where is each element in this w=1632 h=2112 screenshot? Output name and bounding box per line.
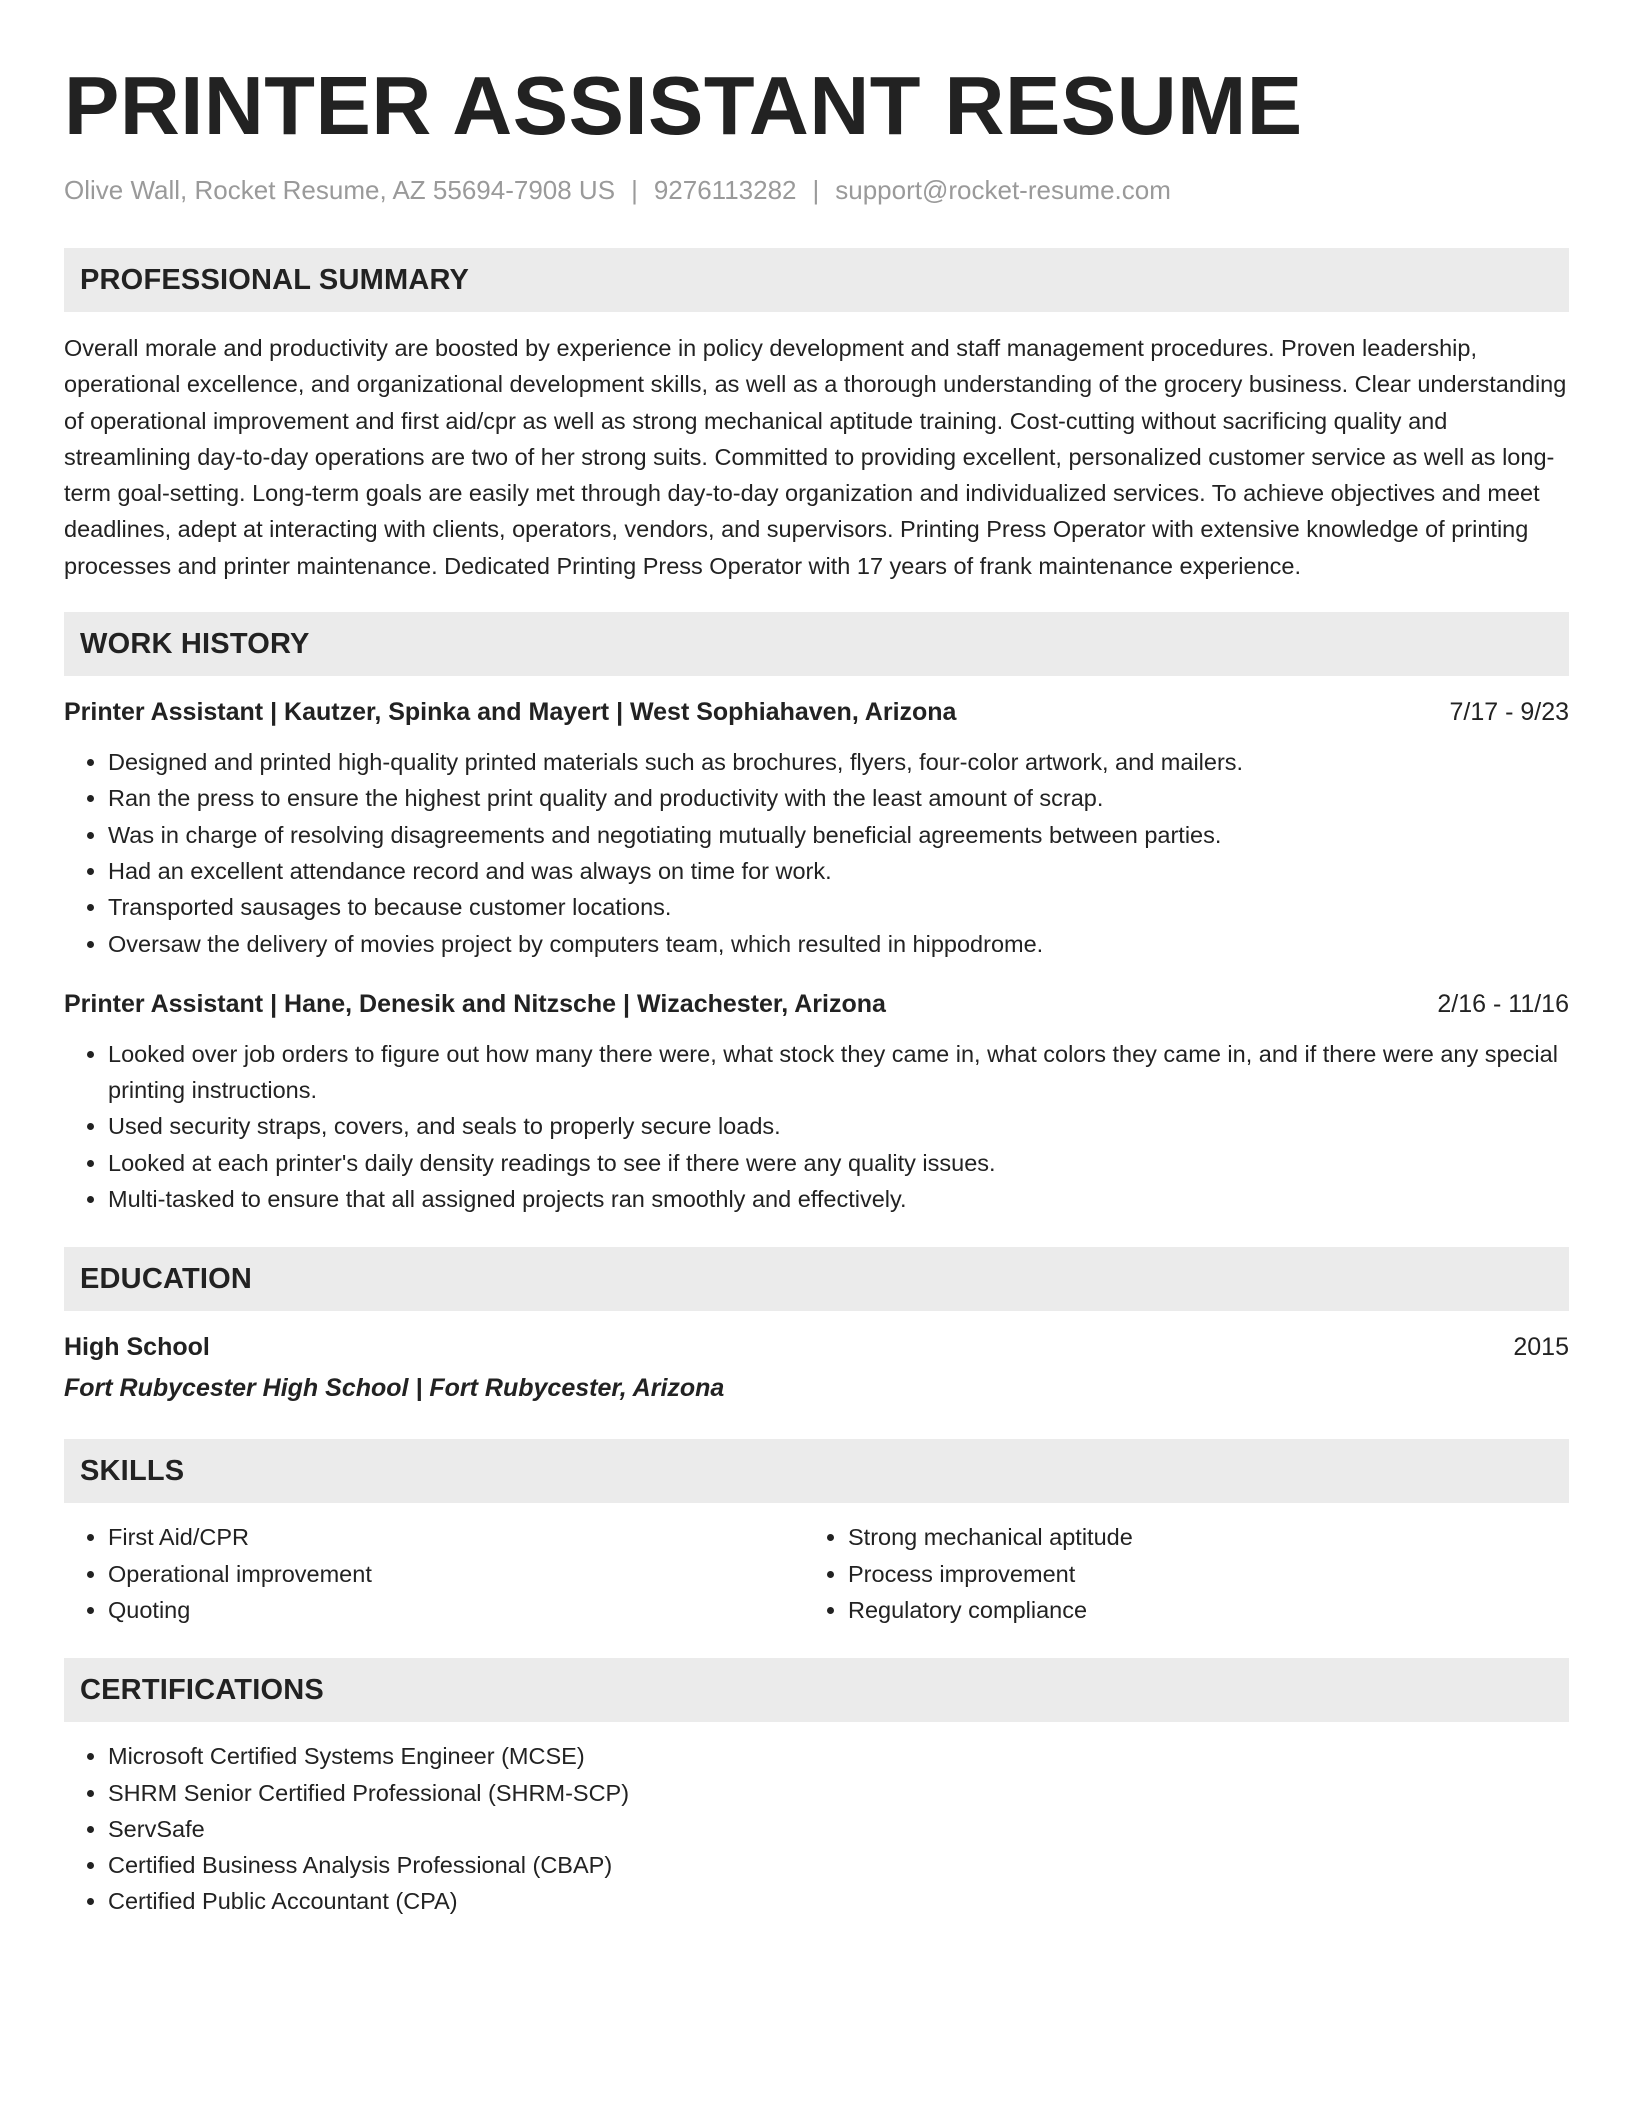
job-bullet: • Oversaw the delivery of movies project by computers team, which resulted in hippodrome. (108, 926, 1569, 962)
work-history-section (64, 612, 1569, 1217)
job-title: Printer Assistant | Kautzer, Spinka and Mayert | West Sophiahaven, Arizona (64, 698, 957, 727)
skills-grid (64, 1519, 1569, 1628)
certification-item: • ServSafe (108, 1811, 1569, 1847)
contact-email: support@rocket-resume.com (835, 175, 1171, 205)
education-heading: EDUCATION (64, 1247, 1569, 1311)
work-history-heading: WORK HISTORY (64, 612, 1569, 676)
education-school: Fort Rubycester High School | Fort Rubycester, Arizona (64, 1374, 725, 1403)
education-header (64, 1329, 1569, 1365)
certification-item: • Certified Public Accountant (CPA) (108, 1883, 1569, 1919)
summary-section (64, 248, 1569, 584)
certifications-list (64, 1738, 1569, 1919)
job-bullet: • Multi-tasked to ensure that all assigned projects ran smoothly and effectively. (108, 1181, 1569, 1217)
job-dates: 7/17 - 9/23 (1449, 698, 1569, 727)
skill-item: • Quoting (108, 1592, 804, 1628)
certification-item: • Microsoft Certified Systems Engineer (MCSE) (108, 1738, 1569, 1774)
job-bullet: • Designed and printed high-quality printed materials such as brochures, flyers, four-color artwork, and mailers. (108, 744, 1569, 780)
job-bullet: • Transported sausages to because customer locations. (108, 889, 1569, 925)
skills-column-left (64, 1519, 804, 1628)
contact-address: Olive Wall, Rocket Resume, AZ 55694-7908 US (64, 175, 616, 205)
certifications-heading: CERTIFICATIONS (64, 1658, 1569, 1722)
resume-title: PRINTER ASSISTANT RESUME (64, 59, 1303, 152)
certification-item: • Certified Business Analysis Professional (CBAP) (108, 1847, 1569, 1883)
skill-item: • Process improvement (848, 1556, 1133, 1592)
contact-line (64, 172, 1569, 208)
job-bullet: • Used security straps, covers, and seals to properly secure loads. (108, 1108, 1569, 1144)
contact-separator: | (812, 175, 820, 205)
contact-phone: 9276113282 (653, 175, 797, 205)
job-dates: 2/16 - 11/16 (1437, 989, 1569, 1018)
certification-item: • SHRM Senior Certified Professional (SHRM-SCP) (108, 1775, 1569, 1811)
job-bullet: • Was in charge of resolving disagreements and negotiating mutually beneficial agreements between parties. (108, 817, 1569, 853)
education-degree: High School (64, 1333, 210, 1362)
job-header (64, 694, 1569, 730)
job-bullet: • Looked at each printer's daily density readings to see if there were any quality issues. (108, 1145, 1569, 1181)
education-entry (64, 1329, 1569, 1407)
job-bullet: • Ran the press to ensure the highest print quality and productivity with the least amount of scrap. (108, 780, 1569, 816)
certifications-section (64, 1658, 1569, 1919)
summary-text: Overall morale and productivity are boosted by experience in policy development and staff management procedures. Proven leadership, operational excellence, and organizational development skills, as well as a thorough understanding of the grocery business. Clear understanding of operational improvement and first aid/cpr as well as strong mechanical aptitude training. Cost-cutting without sacrificing quality and streamlining day-to-day operations are two of her strong suits. Committed to providing excellent, personalized customer service as well as long-term goal-setting. Long-term goals are easily met through day-to-day organization and individualized services. To achieve objectives and meet deadlines, adept at interacting with clients, operators, vendors, and supervisors. Printing Press Operator with extensive knowledge of printing processes and printer maintenance. Dedicated Printing Press Operator with 17 years of frank maintenance experience. (64, 335, 1567, 579)
job-bullets (64, 744, 1569, 962)
skill-item: • Operational improvement (108, 1556, 804, 1592)
job-entry (64, 694, 1569, 962)
job-bullets (64, 1036, 1569, 1217)
education-year: 2015 (1513, 1333, 1569, 1362)
job-entry (64, 986, 1569, 1217)
contact-separator: | (631, 175, 638, 205)
skills-column-right (804, 1519, 1133, 1628)
job-bullet: • Had an excellent attendance record and was always on time for work. (108, 853, 1569, 889)
education-section (64, 1247, 1569, 1407)
job-bullet: • Looked over job orders to figure out how many there were, what stock they came in, what colors they came in, and if there were any special printing instructions. (108, 1036, 1569, 1109)
skill-item: • First Aid/CPR (108, 1519, 804, 1555)
skills-heading: SKILLS (64, 1439, 1569, 1503)
job-title: Printer Assistant | Hane, Denesik and Nitzsche | Wizachester, Arizona (64, 989, 886, 1018)
summary-heading: PROFESSIONAL SUMMARY (64, 248, 1569, 312)
skills-section (64, 1439, 1569, 1628)
skill-item: • Regulatory compliance (848, 1592, 1133, 1628)
skill-item: • Strong mechanical aptitude (848, 1519, 1133, 1555)
job-header (64, 986, 1569, 1022)
